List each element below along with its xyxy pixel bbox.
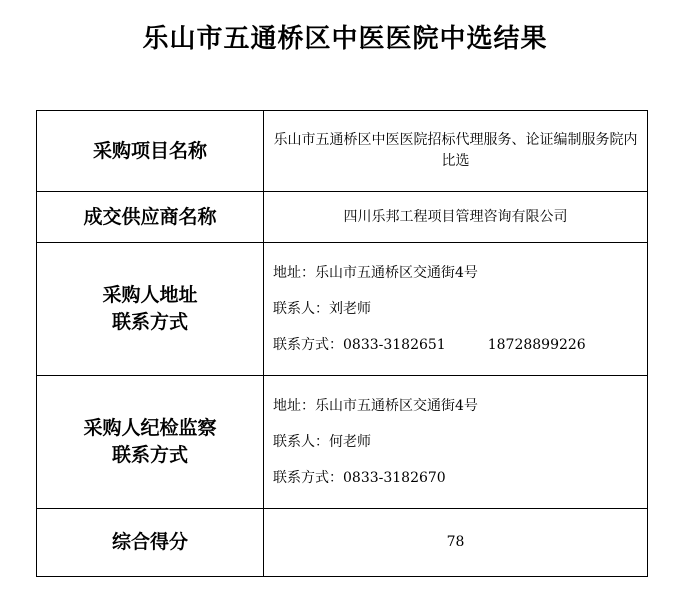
discipline-contact-person: 联系人：何老师 — [273, 434, 371, 450]
purchaser-mobile: 18728899226 — [487, 337, 586, 353]
purchaser-contact-label — [37, 243, 264, 376]
table-row-discipline-contact — [37, 376, 648, 509]
table-row-purchaser-contact — [37, 243, 648, 376]
supplier-label: 成交供应商名称 — [37, 192, 264, 243]
table-row-supplier — [37, 192, 648, 243]
discipline-contact-value — [264, 376, 648, 509]
page-title: 乐山市五通桥区中医医院中选结果 — [142, 24, 548, 54]
purchaser-phone-line — [273, 336, 647, 354]
discipline-contact-label — [37, 376, 264, 509]
table-row-project-name — [37, 111, 648, 192]
supplier-value: 四川乐邦工程项目管理咨询有限公司 — [264, 192, 648, 243]
purchaser-contact-person: 联系人：刘老师 — [273, 301, 371, 317]
purchaser-address: 地址：乐山市五通桥区交通街4号 — [273, 265, 478, 281]
discipline-phone: 联系方式：0833-3182670 — [273, 470, 446, 486]
purchaser-contact-value — [264, 243, 648, 376]
table-row-score — [37, 509, 648, 577]
purchaser-contact-label-line-2: 联系方式 — [111, 311, 188, 333]
discipline-contact-label-line-2: 联系方式 — [111, 444, 188, 466]
discipline-contact-label-line-1: 采购人纪检监察 — [83, 417, 217, 439]
purchaser-contact-label-line-1: 采购人地址 — [102, 284, 198, 306]
project-name-label: 采购项目名称 — [37, 111, 264, 192]
project-name-value: 乐山市五通桥区中医医院招标代理服务、论证编制服务院内比选 — [264, 111, 648, 192]
score-label: 综合得分 — [37, 509, 264, 577]
result-table — [36, 110, 648, 577]
discipline-address: 地址：乐山市五通桥区交通街4号 — [273, 398, 478, 414]
score-value: 78 — [264, 509, 648, 577]
purchaser-phone: 联系方式：0833-3182651 — [273, 337, 446, 353]
